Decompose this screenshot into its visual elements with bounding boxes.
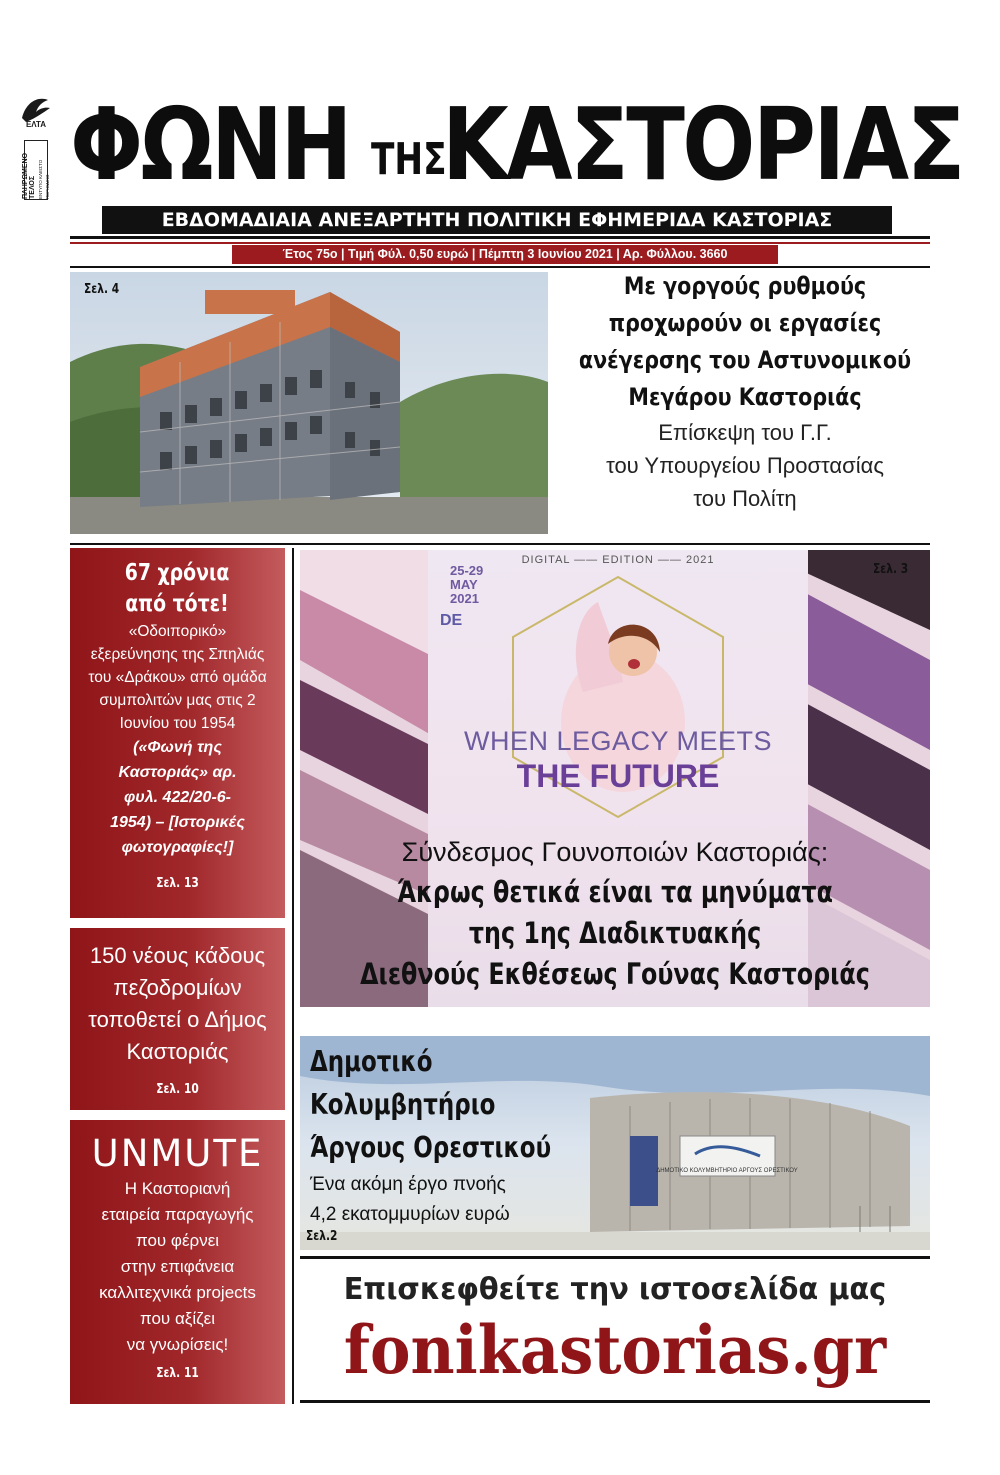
fur-expo-story: [300, 550, 930, 1007]
expo-headline-line: Άκρως θετικά είναι τα μηνύματα: [397, 875, 833, 909]
postal-paid-box: [21, 140, 50, 200]
masthead-rule-red: [70, 242, 930, 244]
title-word-tis: ΤΗΣ: [371, 134, 447, 185]
pool-headline-line: Δημοτικό: [310, 1045, 433, 1078]
title-word-kastorias: ΚΑΣΤΟΡΙΑΣ: [442, 86, 963, 203]
column-divider: [292, 548, 294, 1404]
title-word-foni: ΦΩΝΗ: [70, 86, 350, 203]
sidebar-box-cave: [70, 548, 285, 918]
bins-text-line: τοποθετεί ο Δήμος: [88, 1007, 267, 1032]
expo-story-text: [300, 832, 930, 995]
unmute-text-line: στην επιφάνεια: [120, 1257, 235, 1276]
top-story-subhead-line: του Πολίτη: [693, 486, 797, 511]
cave-text-line: συμπολιτών μας στις 2: [99, 692, 256, 709]
expo-de-mark: DE: [440, 612, 463, 629]
bins-text-line: πεζοδρομίων: [113, 975, 242, 1000]
unmute-text-line: που φέρνει: [135, 1231, 220, 1250]
expo-date-line: MAY: [450, 577, 478, 592]
top-story-subhead-line: του Υπουργείου Προστασίας: [606, 453, 884, 478]
expo-future-line: THE FUTURE: [516, 758, 720, 794]
expo-headline: [303, 872, 926, 995]
unmute-headline: UNMUTE: [91, 1132, 264, 1175]
promo-rule-top: [300, 1256, 930, 1259]
cave-reference-line: φωτογραφίες!]: [121, 839, 234, 856]
sidebar-box-unmute: [70, 1120, 285, 1404]
expo-edition-label: DIGITAL —— EDITION —— 2021: [521, 554, 715, 566]
section-divider: [70, 543, 930, 545]
top-story-text: [560, 268, 930, 515]
cave-text-line: του «Δράκου» από ομάδα: [88, 669, 267, 686]
pool-headline-line: Άργους Ορεστικού: [310, 1131, 552, 1164]
cave-reference-line: («Φωνή της: [133, 739, 222, 756]
postal-periodical-text: ΕΝΤΥΠΟ ΚΛΕΙΣΤΟ ΠΕΡΙΟΔΙΚΟ: [37, 159, 50, 199]
masthead-rule-lower: [70, 236, 930, 239]
unmute-text-line: να γνωρίσεις!: [126, 1335, 229, 1354]
bins-text: [70, 940, 285, 1068]
bins-page-tag: Σελ. 10: [156, 1082, 199, 1097]
police-building-photo: [70, 272, 548, 534]
pool-headline: [310, 1040, 551, 1169]
unmute-text-line: που αξίζει: [139, 1309, 216, 1328]
pool-story: [300, 1036, 930, 1250]
expo-page-tag: Σελ. 3: [873, 562, 909, 577]
cave-text-line: Ιουνίου του 1954: [119, 715, 236, 732]
issue-info-bar: Έτος 75ο | Τιμή Φύλ. 0,50 ευρώ | Πέμπτη 3 Ιουνίου 2021 | Αρ. Φύλλου. 3660: [232, 245, 778, 264]
top-story-subhead: [560, 416, 930, 515]
elta-logo-text: ΕΛΤΑ: [25, 120, 47, 128]
sidebar-box-bins: [70, 928, 285, 1110]
unmute-text-line: Η Καστοριανή: [124, 1179, 231, 1198]
top-story-headline: [560, 268, 930, 416]
expo-date-line: 25-29: [450, 563, 484, 578]
unmute-text: [70, 1176, 285, 1358]
pool-page-tag: Σελ.2: [306, 1229, 338, 1244]
bins-text-line: Καστοριάς: [126, 1039, 229, 1064]
cave-text-line: «Οδοιπορικό»: [128, 623, 227, 640]
cave-text-line: εξερεύνησης της Σπηλιάς: [90, 646, 265, 663]
unmute-text-line: εταιρεία παραγωγής: [101, 1205, 254, 1224]
website-prompt: Επισκεφθείτε την ιστοσελίδα μας: [343, 1272, 887, 1307]
masthead-subtitle: ΕΒΔΟΜΑΔΙΑΙΑ ΑΝΕΞΑΡΤΗΤΗ ΠΟΛΙΤΙΚΗ ΕΦΗΜΕΡΙΔΑ ΚΑΣΤΟΡΙΑΣ: [102, 206, 892, 234]
cave-reference-line: φυλ. 422/20-6-: [124, 789, 231, 806]
top-story-headline-line: ανέγερσης του Αστυνομικού: [578, 346, 912, 374]
cave-reference-line: 1954) – [Ιστορικές: [110, 814, 245, 831]
pool-headline-line: Κολυμβητήριο: [310, 1088, 496, 1121]
postal-paid-text: ΠΛΗΡΩΜΕΝΟ ΤΕΛΟΣ: [21, 152, 36, 199]
cave-reference-line: Καστοριάς» αρ.: [118, 764, 237, 781]
website-url[interactable]: fonikastorias.gr: [343, 1311, 887, 1389]
expo-date-line: 2021: [450, 591, 479, 606]
pool-subhead-line: 4,2 εκατομμυρίων ευρώ: [310, 1204, 510, 1225]
top-story-headline-line: προχωρούν οι εργασίες: [608, 309, 882, 337]
expo-headline-line: Διεθνούς Εκθέσεως Γούνας Καστοριάς: [360, 957, 870, 991]
expo-headline-line: της 1ης Διαδικτυακής: [468, 916, 762, 950]
cave-reference: [70, 735, 285, 860]
cave-page-tag: Σελ. 13: [156, 876, 199, 891]
pool-building-sign: ΔΗΜΟΤΙΚΟ ΚΟΛΥΜΒΗΤΗΡΙΟ ΑΡΓΟΥΣ ΟΡΕΣΤΙΚΟΥ: [656, 1168, 798, 1174]
unmute-text-line: καλλιτεχνικά projects: [99, 1283, 256, 1302]
bins-text-line: 150 νέους κάδους: [89, 943, 266, 968]
cave-headline-line: 67 χρόνια: [124, 560, 230, 586]
top-story-subhead-line: Επίσκεψη του Γ.Γ.: [658, 420, 832, 445]
cave-text: [70, 620, 285, 735]
unmute-page-tag: Σελ. 11: [156, 1366, 199, 1381]
cave-headline-line: από τότε!: [125, 591, 229, 617]
expo-lead: Σύνδεσμος Γουνοποιών Καστοριάς:: [401, 837, 829, 867]
promo-rule-bottom: [300, 1400, 930, 1403]
pool-subhead-line: Ένα ακόμη έργο πνοής: [310, 1174, 506, 1195]
expo-legacy-line: WHEN LEGACY MEETS: [463, 726, 773, 756]
elta-logo-icon: [18, 92, 54, 128]
top-story-page-tag: Σελ. 4: [84, 282, 120, 297]
cave-headline: [70, 558, 285, 620]
expo-dates: [450, 564, 483, 606]
top-story-headline-line: Μεγάρου Καστοριάς: [628, 383, 862, 411]
pool-subhead: [310, 1170, 510, 1230]
top-story-headline-line: Με γοργούς ρυθμούς: [623, 272, 867, 300]
police-building-illustration: [70, 272, 548, 534]
postal-stamp: [18, 92, 54, 202]
newspaper-title: [70, 86, 963, 203]
